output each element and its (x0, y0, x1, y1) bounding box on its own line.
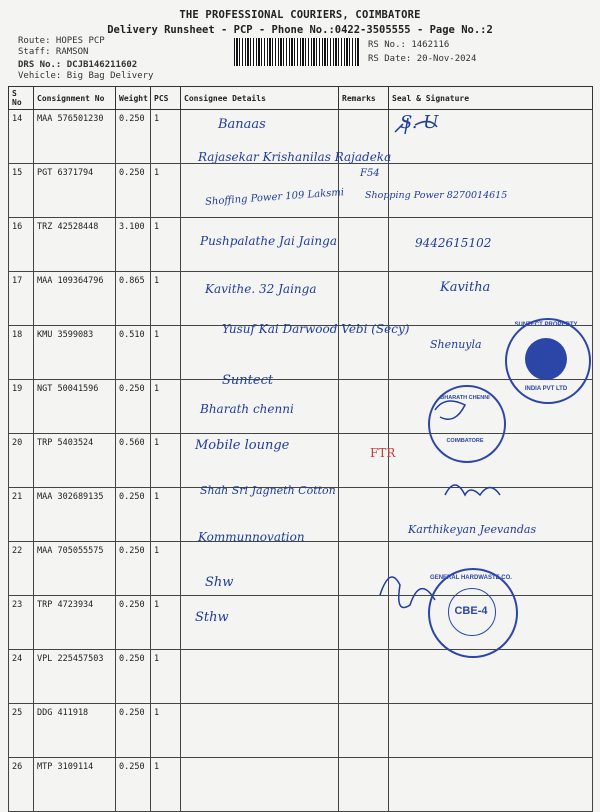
pcs: 1 (151, 758, 181, 812)
handwritten-consignee: Pushpalathe Jai Jainga (200, 234, 337, 248)
consignment-no: TRP 4723934 (34, 596, 116, 650)
handwritten-consignee: Yusuf Kai Darwood Vebi (Secy) (222, 322, 410, 336)
runsheet-subtitle: Delivery Runsheet - PCP - Phone No.:0422-3505555 - Page No.:2 (107, 24, 493, 36)
pcs: 1 (151, 542, 181, 596)
weight: 0.250 (116, 758, 151, 812)
sno: 20 (9, 434, 34, 488)
bharath-seal-name: BHARATH CHENNI (440, 395, 490, 401)
consignment-no: TRP 5403524 (34, 434, 116, 488)
pcs: 1 (151, 110, 181, 164)
weight: 3.100 (116, 218, 151, 272)
handwritten-consignee: Kommunnovation (198, 530, 305, 544)
sno: 17 (9, 272, 34, 326)
handwritten-signature: Shopping Power 8270014615 (365, 190, 508, 201)
consignment-no: KMU 3599083 (34, 326, 116, 380)
weight: 0.250 (116, 110, 151, 164)
consignment-no: MTP 3109114 (34, 758, 116, 812)
staff-label: Staff: RAMSON (18, 47, 89, 57)
sno: 26 (9, 758, 34, 812)
consignment-no: DDG 411918 (34, 704, 116, 758)
handwritten-signature: Shenuyla (430, 338, 482, 351)
pcs: 1 (151, 596, 181, 650)
handwritten-consignee: Shah Sri Jagneth Cotton (200, 484, 336, 497)
weight: 0.250 (116, 380, 151, 434)
hardware-seal-text: GENERAL HARDWASTE CO. (430, 575, 512, 581)
sno: 19 (9, 380, 34, 434)
drs-number: DRS No.: DCJB146211602 (18, 60, 138, 70)
pcs: 1 (151, 434, 181, 488)
col-weight: Weight (116, 87, 151, 110)
col-consignee: Consignee Details (181, 87, 339, 110)
handwritten-signature: S. U (400, 112, 439, 133)
suntect-logo-icon (525, 338, 567, 380)
consignment-no: VPL 225457503 (34, 650, 116, 704)
handwritten-consignee: Mobile lounge (195, 438, 290, 453)
sno: 21 (9, 488, 34, 542)
handwritten-consignee: Suntect (222, 373, 274, 388)
col-sno: S No (9, 87, 34, 110)
handwritten-signature: 9442615102 (415, 236, 492, 250)
suntect-seal-top-text: SUNTECT PROPERTY (514, 322, 578, 328)
consignment-no: TRZ 42528448 (34, 218, 116, 272)
handwritten-consignee: Kavithe. 32 Jainga (205, 282, 317, 296)
consignment-no: PGT 6371794 (34, 164, 116, 218)
col-pcs: PCS (151, 87, 181, 110)
weight: 0.250 (116, 164, 151, 218)
handwritten-remark-ftr: FTR (370, 446, 396, 460)
sno: 25 (9, 704, 34, 758)
consignment-no: MAA 576501230 (34, 110, 116, 164)
pcs: 1 (151, 272, 181, 326)
handwritten-consignee: Sthw (195, 610, 229, 625)
handwritten-consignee: Rajasekar Krishanilas Rajadeka (198, 150, 392, 164)
pcs: 1 (151, 704, 181, 758)
sno: 15 (9, 164, 34, 218)
sno: 23 (9, 596, 34, 650)
weight: 0.250 (116, 488, 151, 542)
sno: 16 (9, 218, 34, 272)
weight: 0.865 (116, 272, 151, 326)
handwritten-consignee: Banaas (218, 117, 266, 132)
handwritten-consignee: Shoffing Power 109 Laksmi (204, 187, 345, 208)
handwritten-signature: Karthikeyan Jeevandas (408, 523, 537, 536)
consignment-no: MAA 705055575 (34, 542, 116, 596)
sno: 22 (9, 542, 34, 596)
suntect-seal-bottom-text: INDIA PVT LTD (524, 386, 568, 392)
weight: 0.250 (116, 704, 151, 758)
handwritten-consignee: Bharath chenni (200, 402, 294, 416)
handwritten-signature: Kavitha (440, 280, 491, 295)
hardware-seal-center: CBE-4 (454, 605, 488, 617)
pcs: 1 (151, 326, 181, 380)
pcs: 1 (151, 164, 181, 218)
weight: 0.510 (116, 326, 151, 380)
col-consignment: Consignment No (34, 87, 116, 110)
weight: 0.250 (116, 596, 151, 650)
pcs: 1 (151, 488, 181, 542)
pcs: 1 (151, 650, 181, 704)
sno: 24 (9, 650, 34, 704)
weight: 0.250 (116, 542, 151, 596)
consignment-no: MAA 109364796 (34, 272, 116, 326)
bharath-seal-city: COIMBATORE (446, 438, 484, 444)
weight: 0.250 (116, 650, 151, 704)
sno: 14 (9, 110, 34, 164)
handwritten-signature: F54 (360, 168, 380, 179)
company-title: THE PROFESSIONAL COURIERS, COIMBATORE (179, 9, 421, 21)
consignment-no: NGT 50041596 (34, 380, 116, 434)
col-remarks: Remarks (339, 87, 389, 110)
route-label: Route: HOPES PCP (18, 36, 105, 46)
weight: 0.560 (116, 434, 151, 488)
vehicle-label: Vehicle: Big Bag Delivery (18, 71, 154, 81)
sno: 18 (9, 326, 34, 380)
pcs: 1 (151, 380, 181, 434)
rs-date: RS Date: 20-Nov-2024 (368, 54, 477, 64)
consignment-no: MAA 302689135 (34, 488, 116, 542)
pcs: 1 (151, 218, 181, 272)
rs-number: RS No.: 1462116 (368, 40, 450, 50)
handwritten-consignee: Shw (205, 575, 234, 590)
col-seal: Seal & Signature (389, 87, 593, 110)
